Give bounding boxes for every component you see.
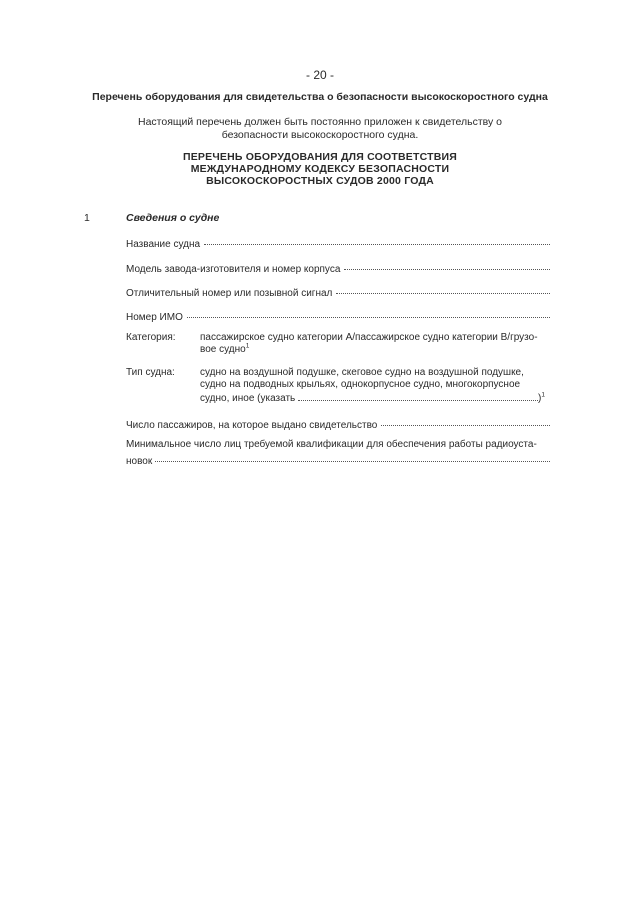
footnote-mark: 1 <box>245 342 250 350</box>
page-number: - 20 - <box>305 68 334 82</box>
list-title-line: ПЕРЕЧЕНЬ ОБОРУДОВАНИЯ ДЛЯ СООТВЕТСТВИЯ <box>182 151 457 163</box>
section-title: Сведения о судне <box>126 212 220 224</box>
field-label: Минимальное число лиц требуемой квалификации для обеспечения работы радиоуста- <box>126 439 537 450</box>
field-label: Номер ИМО <box>126 312 183 323</box>
fill-line <box>298 391 538 401</box>
field-label-continued: новок <box>126 456 153 467</box>
fill-line <box>155 449 550 462</box>
list-title-line: ВЫСОКОСКОРОСТНЫХ СУДОВ 2000 ГОДА <box>206 175 434 187</box>
field-label: Категория: <box>126 332 176 343</box>
radio-personnel-field <box>126 439 550 468</box>
field-label: Отличительный номер или позывной сигнал <box>126 288 333 299</box>
list-title <box>120 151 520 187</box>
field-label: Модель завода-изготовителя и номер корпуса <box>126 264 341 275</box>
field-label: Число пассажиров, на которое выдано свидетельство <box>126 420 378 431</box>
fill-line <box>344 257 550 270</box>
model-field <box>126 259 550 276</box>
fill-line <box>336 281 550 294</box>
field-label-line2 <box>126 451 550 468</box>
section-number: 1 <box>84 212 90 224</box>
intro-line: Настоящий перечень должен быть постоянно приложен к свидетельству о <box>137 116 503 128</box>
document-title: Перечень оборудования для свидетельства о безопасности высокоскоростного судна <box>92 91 548 103</box>
footnote-mark: 1 <box>541 391 545 399</box>
call-sign-field <box>126 283 550 300</box>
ship-type-text <box>200 367 550 405</box>
ship-type-options: судно на воздушной подушке, скеговое судно на воздушной подушке, судно на подводных крыльях, однокорпусное судно, многокорпусное судно, иное (указать <box>200 367 524 404</box>
field-label: Тип судна: <box>126 367 175 378</box>
intro-text <box>120 116 520 142</box>
field-label: Название судна <box>126 239 201 250</box>
list-title-line: МЕЖДУНАРОДНОМУ КОДЕКСУ БЕЗОПАСНОСТИ <box>190 163 450 175</box>
closing-paren: ) <box>538 393 542 404</box>
imo-field <box>126 307 550 324</box>
fill-line <box>187 305 550 318</box>
fill-line <box>204 232 550 245</box>
category-field <box>126 332 550 356</box>
ship-name-field <box>126 234 550 251</box>
intro-line: безопасности высокоскоростного судна. <box>221 129 419 141</box>
category-options: пассажирское судно категории А/пассажирское судно категории В/грузо-вое судно <box>200 332 538 355</box>
passengers-field <box>126 415 550 432</box>
category-text <box>200 332 550 356</box>
fill-line <box>381 413 550 426</box>
ship-type-field <box>126 367 550 405</box>
